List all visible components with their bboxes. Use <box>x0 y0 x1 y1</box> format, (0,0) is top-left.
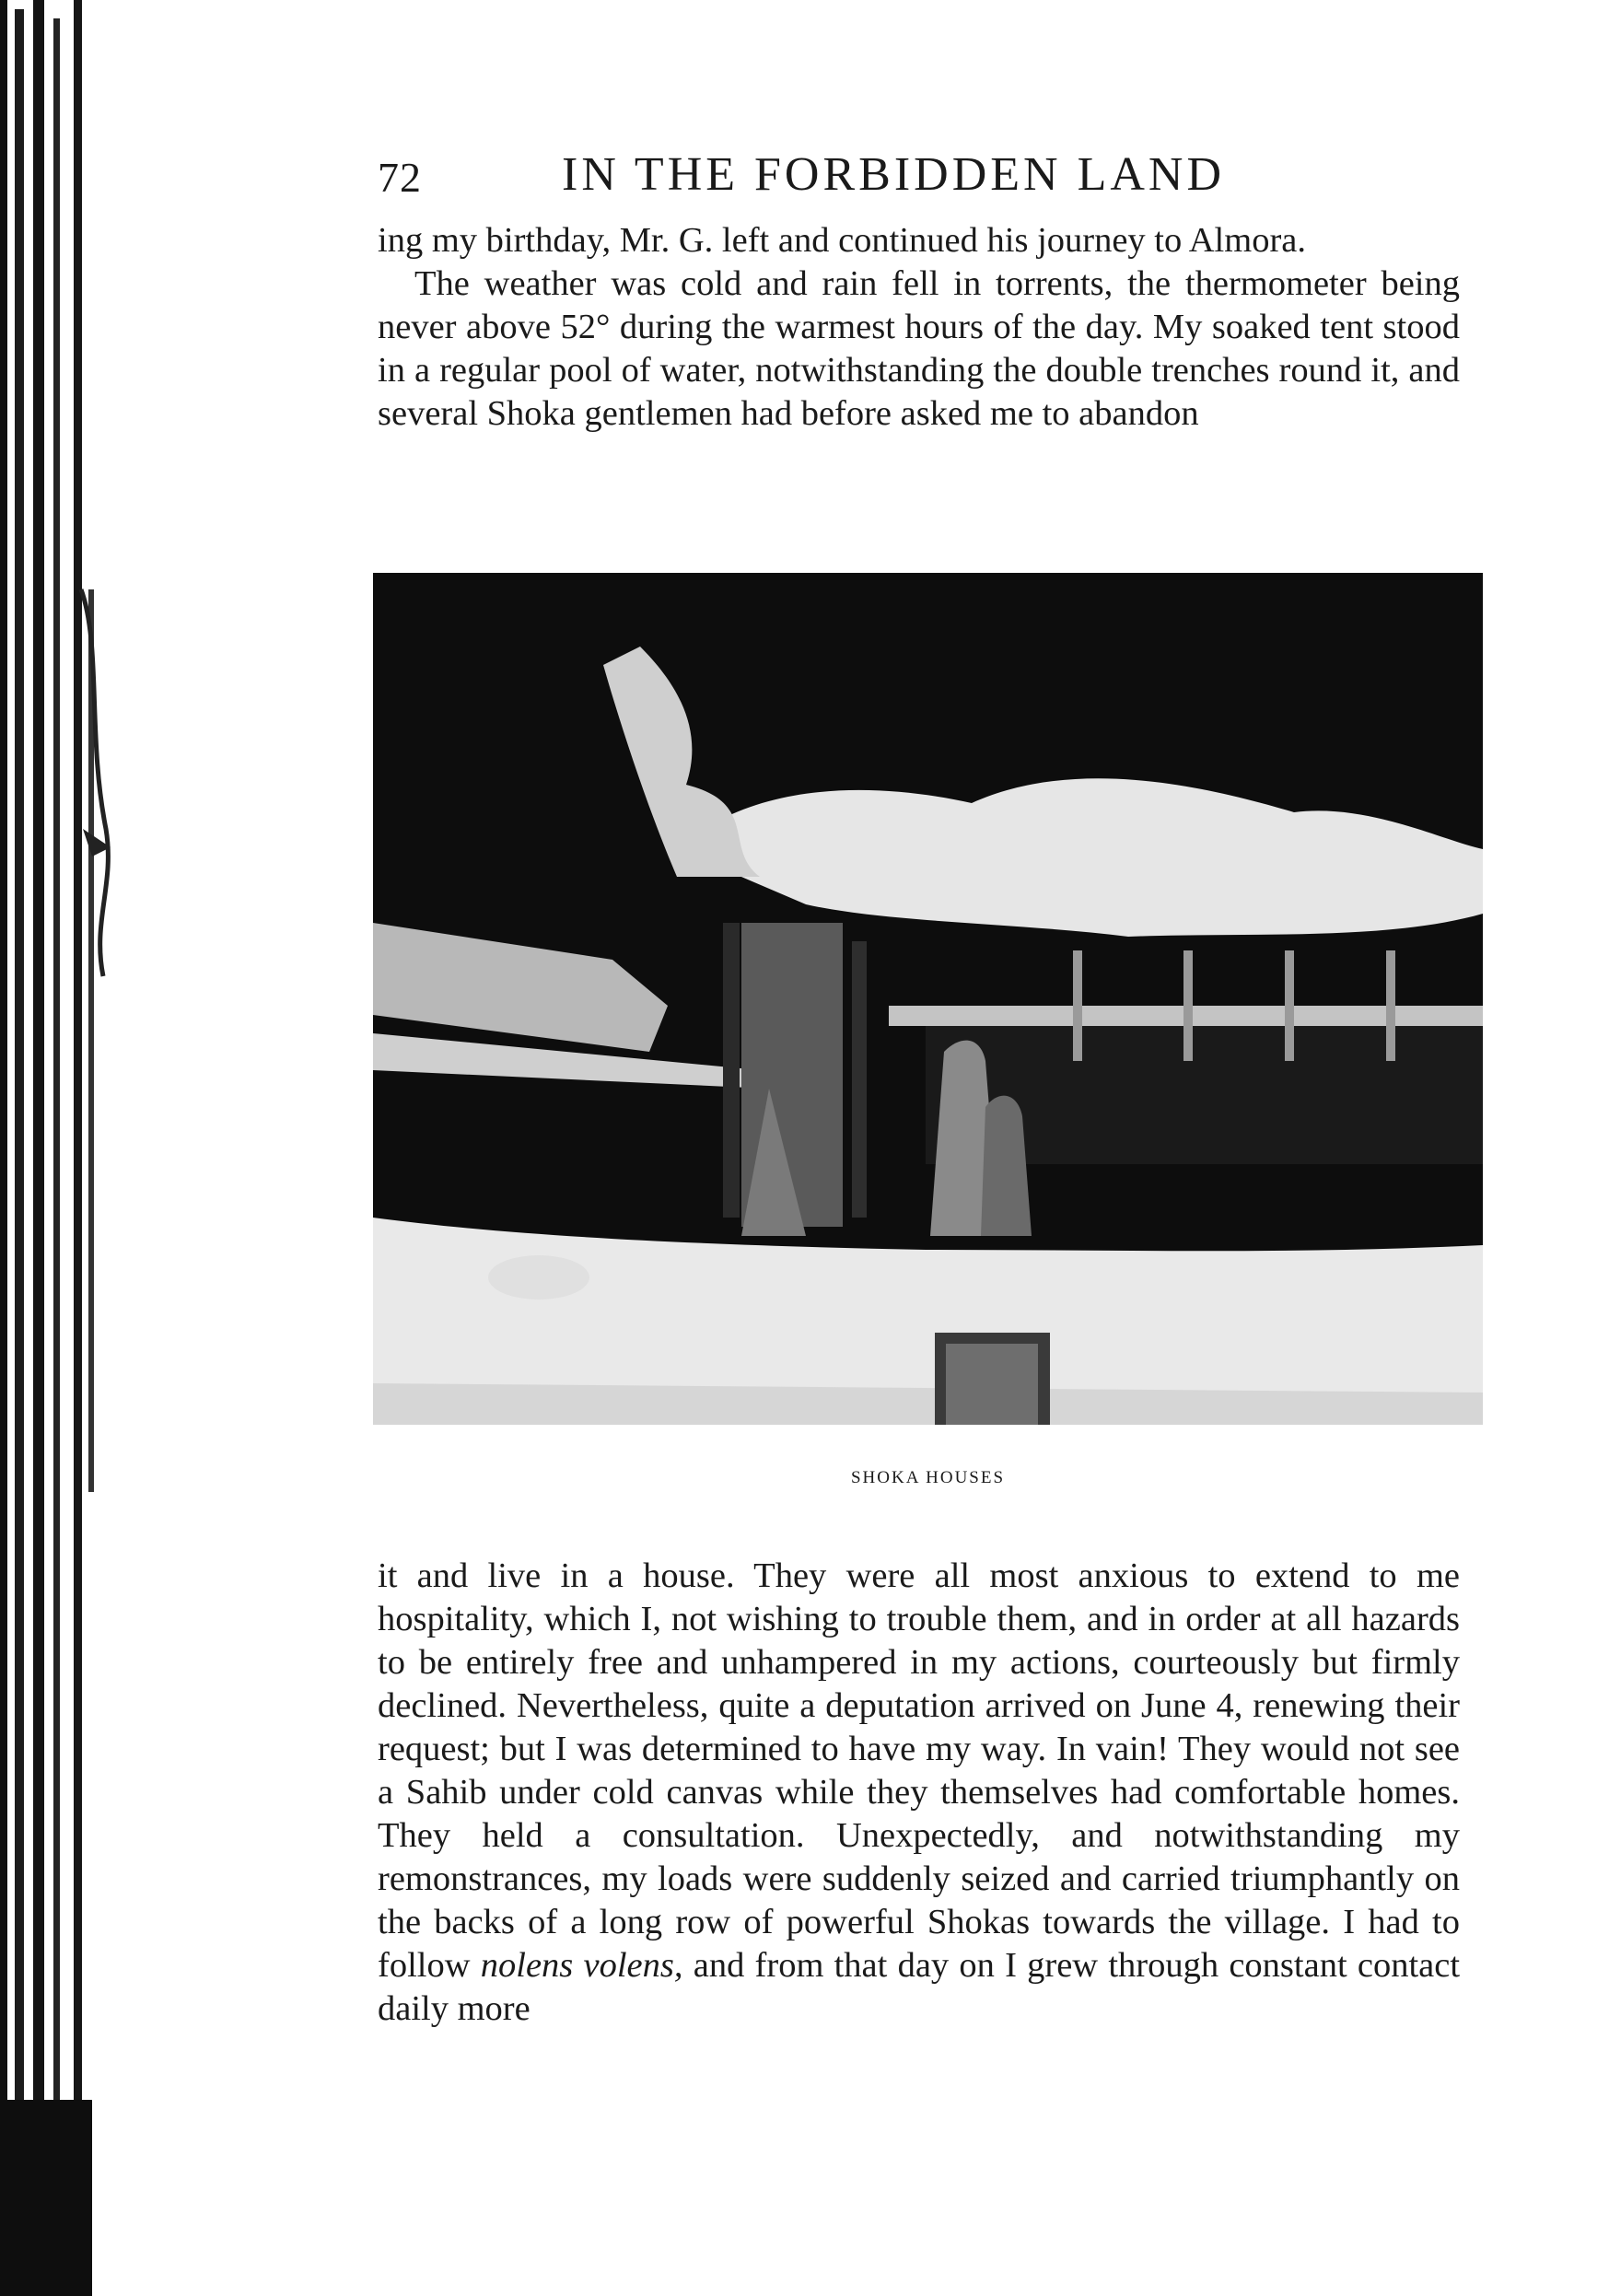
book-binding-edge <box>0 0 120 2296</box>
plate-photograph <box>373 573 1483 1425</box>
page-number: 72 <box>378 154 422 201</box>
body-text-bottom <box>378 1555 1460 2031</box>
paragraph-hospitality-end: and from that day on I grew through constant contact daily more <box>378 1946 1461 2028</box>
page-header <box>378 147 1455 212</box>
paragraph-hospitality-text: it and live in a house. They were all most anxious to extend to me hospitality, which I, not wishing to trouble them, and in order at all hazards to be entirely free and unhampered in my actions, courteously but firmly declined. Nevertheless, quite a deputation arrived on June 4, renewing their request; but I was determined to have my way. In vain! They would not see a Sahib under cold canvas while they themselves had comfortable homes. They held a consultation. Unexpectedly, and notwithstanding my remonstrances, my loads were suddenly seized and carried triumphantly on the backs of a long row of powerful Shokas towards the village. I had to follow <box>378 1556 1460 1985</box>
italic-phrase: nolens volens, <box>480 1946 683 1985</box>
paragraph-weather: The weather was cold and rain fell in torrents, the thermometer being never above 52° during the warmest hours of the day. My soaked tent stood in a regular pool of water, notwithstanding the double trenches round it, and several Shoka gentlemen had before asked me to abandon <box>378 264 1460 433</box>
paragraph-hospitality <box>378 1555 1460 2031</box>
body-text-top <box>378 219 1460 436</box>
paragraph-continuation: ing my birthday, Mr. G. left and continued his journey to Almora. <box>378 221 1306 260</box>
plate-caption: SHOKA HOUSES <box>850 1468 1006 1487</box>
running-title: IN THE FORBIDDEN LAND <box>562 148 1226 201</box>
